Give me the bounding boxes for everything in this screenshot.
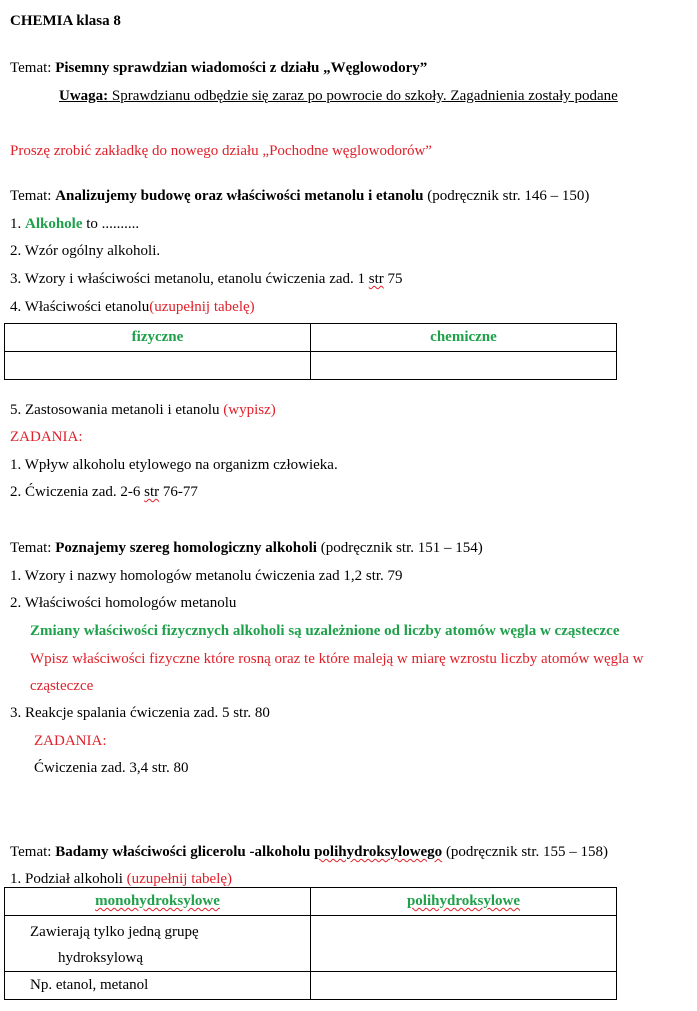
document-title: CHEMIA klasa 8: [10, 13, 121, 29]
table-header-poly: [311, 888, 617, 916]
topic-3-prefix: Temat:: [10, 540, 56, 556]
table-cell-chemical: [311, 352, 617, 380]
topic-2-item-3: [10, 270, 403, 288]
item-4-text: 4. Właściwości etanolu: [10, 299, 150, 315]
alcohol-classification-table: [4, 887, 617, 1000]
topic-1-title: Pisemny sprawdzian wiadomości z działu „Węglowodory”: [55, 60, 428, 76]
task-2-text-a: 2. Ćwiczenia zad. 2-6: [10, 484, 145, 500]
topic-3-green-note: Zmiany właściwości fizycznych alkoholi są uzależnione od liczby atomów węgla w cząsteczce: [30, 623, 620, 639]
item-4-hint: (uzupełnij tabelę): [149, 299, 255, 315]
topic-4-prefix: Temat:: [10, 844, 56, 860]
item-5-text: 5. Zastosowania metanoli i etanolu: [10, 402, 224, 418]
table-cell-mono-row-2: [5, 972, 311, 1000]
topic-4-title: Badamy właściwości glicerolu -alkoholu: [55, 844, 315, 860]
item-3-text-a: 3. Wzory i właściwości metanolu, etanolu ćwiczenia zad. 1: [10, 271, 369, 287]
table-cell-poly-row-2: [311, 972, 617, 1000]
topic-2-title: Analizujemy budowę oraz właściwości metanolu i etanolu: [55, 188, 424, 204]
note-text: Sprawdzianu odbędzie się zaraz po powrocie do szkoły. Zagadnienia zostały podane: [108, 88, 618, 104]
topic-4-item-1: [10, 870, 232, 888]
topic-3-red-note-line-2: cząsteczce: [30, 678, 94, 694]
topic-2-task-2: [10, 483, 198, 501]
mono-row-1-line-1: Zawierają tylko jedną grupę: [30, 924, 199, 940]
topic-4-line: [10, 843, 608, 861]
topic-3-tasks-label: ZADANIA:: [34, 733, 107, 749]
table-header-poly-text: polihydroksylowe: [406, 893, 521, 909]
properties-table: [4, 323, 617, 380]
topic-3-item-3: 3. Reakcje spalania ćwiczenia zad. 5 str. 80: [10, 705, 270, 721]
topic-4-ref: (podręcznik str. 155 – 158): [442, 844, 608, 860]
table-cell-poly-row-1: [311, 916, 617, 972]
table-header-chemical: chemiczne: [311, 324, 617, 352]
topic-2-item-4: [10, 298, 255, 316]
topic-3-title: Poznajemy szereg homologiczny alkoholi: [55, 540, 317, 556]
task-2-text-b: 76-77: [159, 484, 198, 500]
topic-3-tasks-text: Ćwiczenia zad. 3,4 str. 80: [34, 760, 189, 776]
topic-1-prefix: Temat:: [10, 60, 56, 76]
topic-3-ref: (podręcznik str. 151 – 154): [316, 540, 483, 556]
instruction-text: Proszę zrobić zakładkę do nowego działu „Pochodne węglowodorów”: [10, 143, 432, 159]
topic-2-item-2: 2. Wzór ogólny alkoholi.: [10, 243, 161, 259]
item-1-term: Alkohole: [25, 216, 83, 232]
item-3-str: str: [368, 271, 384, 287]
topic-2-item-1: [10, 215, 139, 233]
topic-2-prefix: Temat:: [10, 188, 56, 204]
topic-3-red-note-line-1: Wpisz właściwości fizyczne które rosną oraz te które maleją w miarę wzrostu liczby atomów węgla w: [30, 651, 644, 667]
topic-3-line: [10, 539, 483, 557]
mono-row-2-text: Np. etanol, metanol: [30, 977, 149, 993]
item-1-num: 1.: [10, 216, 25, 232]
topic-2-item-5: [10, 401, 276, 419]
topic-2-line: [10, 187, 589, 205]
topic-2-ref: (podręcznik str. 146 – 150): [423, 188, 590, 204]
task-2-str: str: [144, 484, 160, 500]
table-header-physical: fizyczne: [5, 324, 311, 352]
table-header-mono: [5, 888, 311, 916]
item-5-hint: (wypisz): [223, 402, 276, 418]
table-cell-physical: [5, 352, 311, 380]
mono-row-1-line-2: hydroksylową: [58, 950, 143, 966]
topic-3-item-2: 2. Właściwości homologów metanolu: [10, 595, 237, 611]
item-1-rest: to ..........: [82, 216, 140, 232]
topic-4-item-1-text: 1. Podział alkoholi: [10, 871, 127, 887]
item-3-text-b: 75: [383, 271, 403, 287]
table-header-mono-text: monohydroksylowe: [95, 893, 220, 909]
topic-4-title-term: polihydroksylowego: [314, 844, 443, 860]
table-cell-mono-row-1: [5, 916, 311, 972]
topic-4-item-1-hint: (uzupełnij tabelę): [126, 871, 233, 887]
topic-2-tasks-label: ZADANIA:: [10, 429, 83, 445]
topic-1-note: [59, 87, 618, 105]
topic-3-item-1: 1. Wzory i nazwy homologów metanolu ćwiczenia zad 1,2 str. 79: [10, 568, 403, 584]
note-label: Uwaga:: [59, 88, 109, 104]
topic-2-task-1: 1. Wpływ alkoholu etylowego na organizm człowieka.: [10, 457, 338, 473]
topic-1-line: [10, 59, 427, 77]
